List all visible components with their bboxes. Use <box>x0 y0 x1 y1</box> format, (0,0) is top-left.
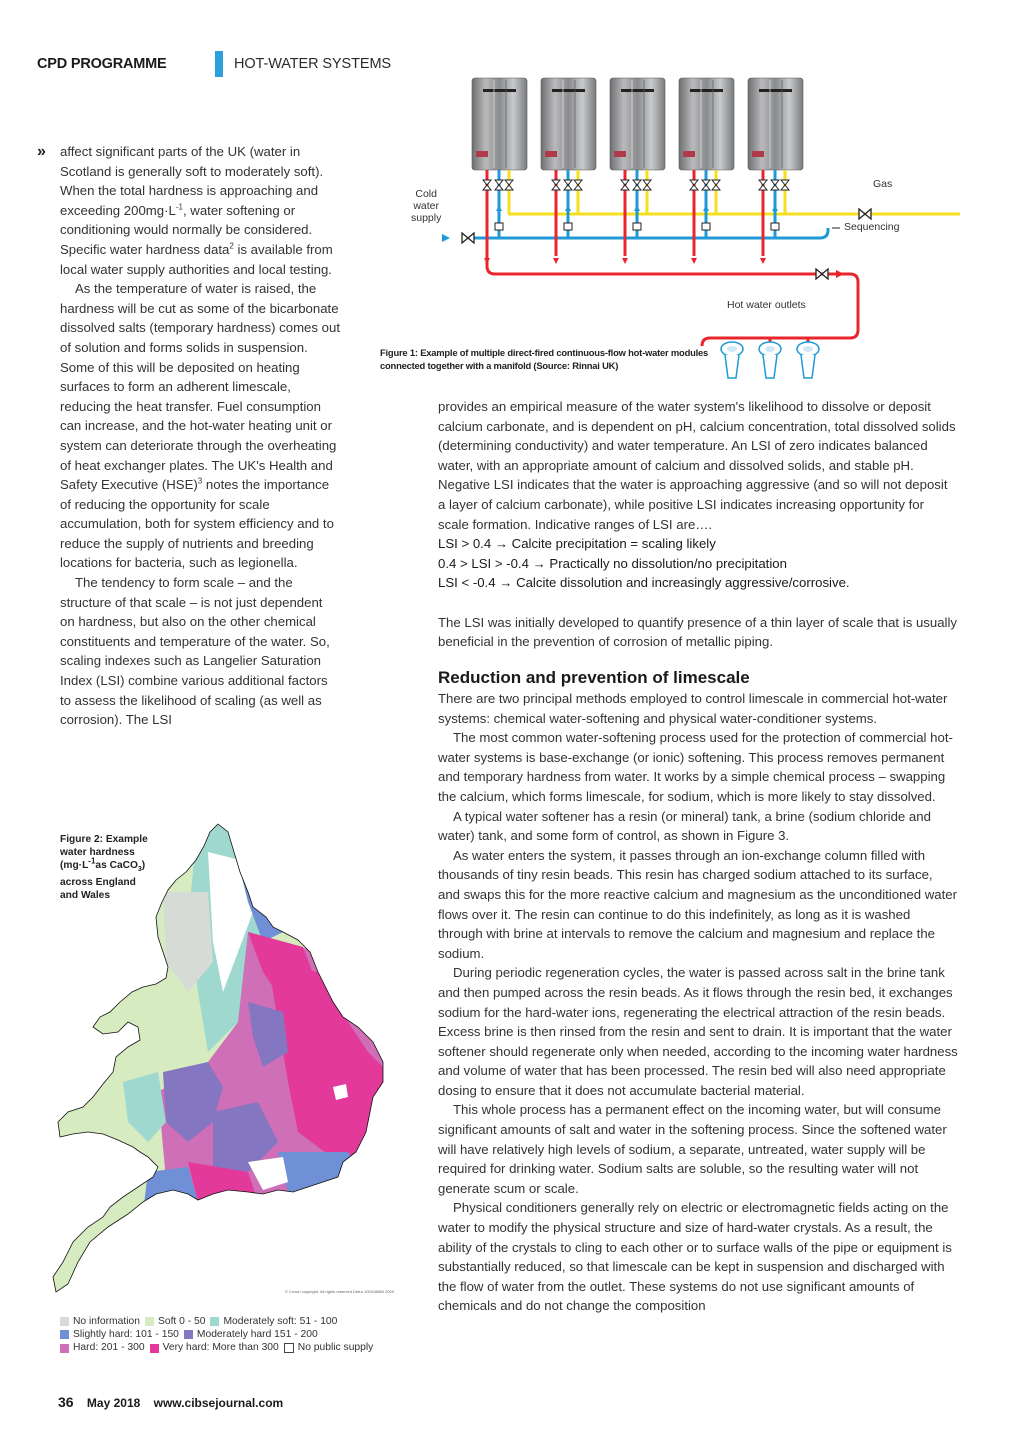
website-link[interactable]: www.cibsejournal.com <box>153 1396 284 1410</box>
cold-flow-arrow <box>496 205 502 211</box>
right-column-top <box>438 397 958 652</box>
hot-water-outlets-label: Hot water outlets <box>727 299 806 311</box>
legend-swatch <box>60 1344 69 1353</box>
legend-row <box>60 1341 378 1354</box>
valve-icon <box>574 180 582 190</box>
legend-label: Moderately hard 151 - 200 <box>196 1329 318 1341</box>
valve-icon <box>712 180 720 190</box>
paragraph: The tendency to form scale – and the structure of that scale – is not just dependent on hardness, but also on the other chemical constituents and temperature of the water. So, scaling indexes such as Langelier Saturation Index (LSI) combine various additional factors to assess the likelihood of scaling (as well as corrosion). The LSI <box>60 575 330 728</box>
water-heater-module <box>679 78 734 170</box>
sequencing-box <box>564 223 572 230</box>
paragraph: There are two principal methods employed to control limescale in commercial hot-water systems: chemical water-softening and physical water-conditioner systems. <box>438 691 948 726</box>
subscript: 3 <box>137 866 142 874</box>
shower-outlet-icon <box>759 338 781 378</box>
cold-isolation-valve <box>462 233 474 243</box>
paragraph: The most common water-softening process used for the protection of commercial hot-water systems is base-exchange (or ionic) softening. This process removes permanent and temporary hardness from water. It works by a simple chemical process – swapping the calcium, which forms limescale, for sodium, which is more likely to stay dissolved. <box>438 730 953 804</box>
paragraph <box>60 279 340 573</box>
section-heading: Reduction and prevention of limescale <box>438 668 750 687</box>
hot-flow-arrow <box>622 258 628 264</box>
valve-icon <box>505 180 513 190</box>
legend-item <box>284 1341 374 1354</box>
valve-icon <box>495 180 503 190</box>
legend-row <box>60 1315 378 1328</box>
map-copyright: © Crown copyright. All rights reserved Defra 100018880 2009 <box>285 1289 395 1294</box>
legend-swatch <box>60 1317 69 1326</box>
legend-swatch <box>210 1317 219 1326</box>
legend-item <box>60 1328 179 1341</box>
cold-water-label-line: supply <box>411 212 442 224</box>
footnote-ref: 3 <box>197 476 203 486</box>
figure1-caption: Figure 1: Example of multiple direct-fired continuous-flow hot-water modules connected together with a manifold (Source: Rinnai UK) <box>380 347 709 371</box>
cold-flow-arrow <box>442 234 450 242</box>
text-run: as CaCO <box>95 860 138 871</box>
shower-outlet-icon <box>721 342 743 378</box>
cold-flow-arrow <box>772 205 778 211</box>
water-heater-module <box>472 78 527 170</box>
valve-icon <box>643 180 651 190</box>
left-column <box>60 142 340 730</box>
section-label: CPD PROGRAMME <box>37 56 167 72</box>
paragraph: During periodic regeneration cycles, the water is passed across salt in the brine tank and then pumped across the resin beads. As it flows through the resin bed, it exchanges sodium for the hard-water ions, regenerating the electrical attraction of the resin beads. Excess brine is then rinsed from the resin and sent to drain. It is important that the water softener should regenerate only when needed, according to the incoming water hardness and volume of water that has been processed. The resin bed will also need appropriate dosing to ensure that it does not accumulate bacterial material. <box>438 965 958 1098</box>
paragraph: As water enters the system, it passes through an ion-exchange column filled with thousands of tiny resin beads. This resin has charged sodium attached to its surface, and swaps this for the more reactive calcium and magnesium as the unconditioned water flows over it. The resin can continue to do this indefinitely, as long as it is washed through with brine at intervals to remove the calcium and magnesium and replace the sodium. <box>438 847 957 961</box>
text-run: affect significant parts of the UK (water in Scotland is generally soft to moderately soft). When the total hardness is approaching and exceeding 200mg·L <box>60 144 324 218</box>
legend-label: Hard: 201 - 300 <box>73 1342 145 1354</box>
page-footer <box>58 1394 283 1410</box>
valve-icon <box>621 180 629 190</box>
valve-icon <box>633 180 641 190</box>
text-run: is available from local water supply authorities and local testing. <box>60 241 333 277</box>
hot-flow-arrow <box>484 258 490 264</box>
paragraph: A typical water softener has a resin (or mineral) tank, a brine (sodium chloride and water) tank, and some form of control, as shown in Figure 3. <box>438 808 931 844</box>
page-number: 36 <box>58 1394 74 1410</box>
legend-row <box>60 1328 378 1341</box>
legend-item <box>150 1341 279 1354</box>
lsi-range: LSI > 0.4 → Calcite precipitation = scaling likely <box>438 536 716 552</box>
hot-flow-arrow <box>553 258 559 264</box>
water-heater-module <box>610 78 665 170</box>
caption-line: across England <box>60 877 136 889</box>
superscript: -1 <box>88 856 96 866</box>
legend-label: Very hard: More than 300 <box>162 1342 279 1354</box>
text-run: As the temperature of water is raised, the hardness will be cut as some of the bicarbonate dissolved salts (temporary hardness) comes out of solution and forms solids in suspension. Some of this will be deposited on heating surfaces to form an adherent limescale, reducing the heat transfer. Fuel consumption can increase, and the hot-water heating unit or system can deteriorate through the overheating of heat exchanger plates. The UK's Health and Safety Executive (HSE) <box>60 281 340 493</box>
sequencing-box <box>771 223 779 230</box>
hot-isolation-valve <box>816 269 828 279</box>
cold-water-label <box>411 188 441 224</box>
legend-swatch <box>150 1344 159 1353</box>
text-run: (mg·L <box>60 860 89 871</box>
valve-icon <box>781 180 789 190</box>
water-hardness-map <box>48 822 408 1297</box>
valve-icon <box>564 180 572 190</box>
paragraph: provides an empirical measure of the water system's likelihood to dissolve or deposit calcium carbonate, and is dependent on pH, calcium concentration, total dissolved solids (determining conductivity) and water temperature. An LSI of zero indicates balanced water, with an appropriate amount of calcium and dissolved solids, and stable pH. Negative LSI indicates that the water is approaching aggressive (and so will not deposit a layer of calcium carbonate), while positive LSI indicates increasing opportunity for scale formation. Indicative ranges of LSI are…. <box>438 399 956 532</box>
legend-label: Moderately soft: 51 - 100 <box>223 1316 338 1327</box>
legend-label: No information <box>73 1316 140 1327</box>
paragraph <box>60 142 340 279</box>
footnote-ref: 2 <box>229 241 234 251</box>
caption-line: water hardness <box>60 847 135 858</box>
caption-line: and Wales <box>60 890 111 902</box>
section-divider <box>215 51 223 77</box>
valve-icon <box>771 180 779 190</box>
legend-swatch <box>60 1330 69 1339</box>
text-run: notes the importance of reducing the opportunity for scale accumulation, both for system efficiency and to reduce the supply of nutrients and breeding locations for bacteria, such as legionella. <box>60 477 334 571</box>
lsi-range: LSI < -0.4 → Calcite dissolution and increasingly aggressive/corrosive. <box>438 575 850 591</box>
legend-item <box>184 1328 318 1341</box>
superscript: -1 <box>175 202 183 212</box>
lsi-range: 0.4 > LSI > -0.4 → Practically no dissolution/no precipitation <box>438 555 787 571</box>
cold-water-label-line: Cold <box>415 188 437 200</box>
legend-swatch <box>284 1343 294 1353</box>
cold-water-label-line: water <box>413 200 440 212</box>
cold-flow-arrow <box>634 205 640 211</box>
gas-isolation-valve <box>859 209 871 219</box>
caption-line: ($mg\cdot L^{-1}as$ CaCO$_3$) <box>60 856 146 874</box>
legend-swatch <box>145 1317 154 1326</box>
paragraph: This whole process has a permanent effect on the incoming water, but will consume significant amounts of salt and water in the softening process. Since the softened water will have relatively high levels of sodium, a separate, untreated, water supply will be required for drinking water. Sodium salts are soluble, so the resulting water will not generate scum or scale. <box>438 1102 947 1196</box>
legend-label: Slightly hard: 101 - 150 <box>73 1329 179 1341</box>
gas-label: Gas <box>873 178 893 190</box>
legend-item <box>145 1315 206 1328</box>
sequencing-label: Sequencing <box>844 221 900 233</box>
valve-icon <box>552 180 560 190</box>
double-chevron-right-icon: » <box>37 143 46 160</box>
cold-flow-arrow <box>703 205 709 211</box>
cold-flow-arrow <box>565 205 571 211</box>
legend-swatch <box>184 1330 193 1339</box>
valve-icon <box>483 180 491 190</box>
water-heater-module <box>541 78 596 170</box>
legend-item <box>60 1315 140 1328</box>
valve-icon <box>690 180 698 190</box>
legend-label: No public supply <box>297 1342 374 1354</box>
legend-label: Soft 0 - 50 <box>157 1316 206 1327</box>
paragraph: The LSI was initially developed to quantify presence of a thin layer of scale that is usually beneficial in the prevention of corrosion of metallic piping. <box>438 614 958 650</box>
right-column-section <box>438 667 958 1316</box>
water-heater-module <box>748 78 803 170</box>
hot-flow-arrow <box>760 258 766 264</box>
topic-label: HOT-WATER SYSTEMS <box>234 56 392 72</box>
sequencing-box <box>495 223 503 230</box>
hot-flow-arrow <box>836 270 844 278</box>
valve-icon <box>759 180 767 190</box>
legend-item <box>210 1315 337 1328</box>
sequencing-box <box>702 223 710 230</box>
sequencing-box <box>633 223 641 230</box>
paragraph: Physical conditioners generally rely on electric or electromagnetic fields acting on the water to modify the physical structure and size of hard-water crystals. As a result, the ability of the crystals to cling to each other or to surface walls of the pipe or equipment is substantially reduced, so that limescale can be kept in suspension and discharged with the flow of water from the outlet. These systems do not use significant amounts of chemicals and do not change the composition <box>438 1200 952 1314</box>
valve-icon <box>702 180 710 190</box>
legend-item <box>60 1341 145 1354</box>
hot-flow-arrow <box>691 258 697 264</box>
text-run: , water softening or conditioning would normally be considered. Specific water hardness data <box>60 202 313 257</box>
shower-outlet-icon <box>797 338 819 378</box>
issue-date: May 2018 <box>86 1396 141 1410</box>
map-legend <box>60 1315 378 1355</box>
caption-line: Figure 2: Example <box>60 834 148 845</box>
